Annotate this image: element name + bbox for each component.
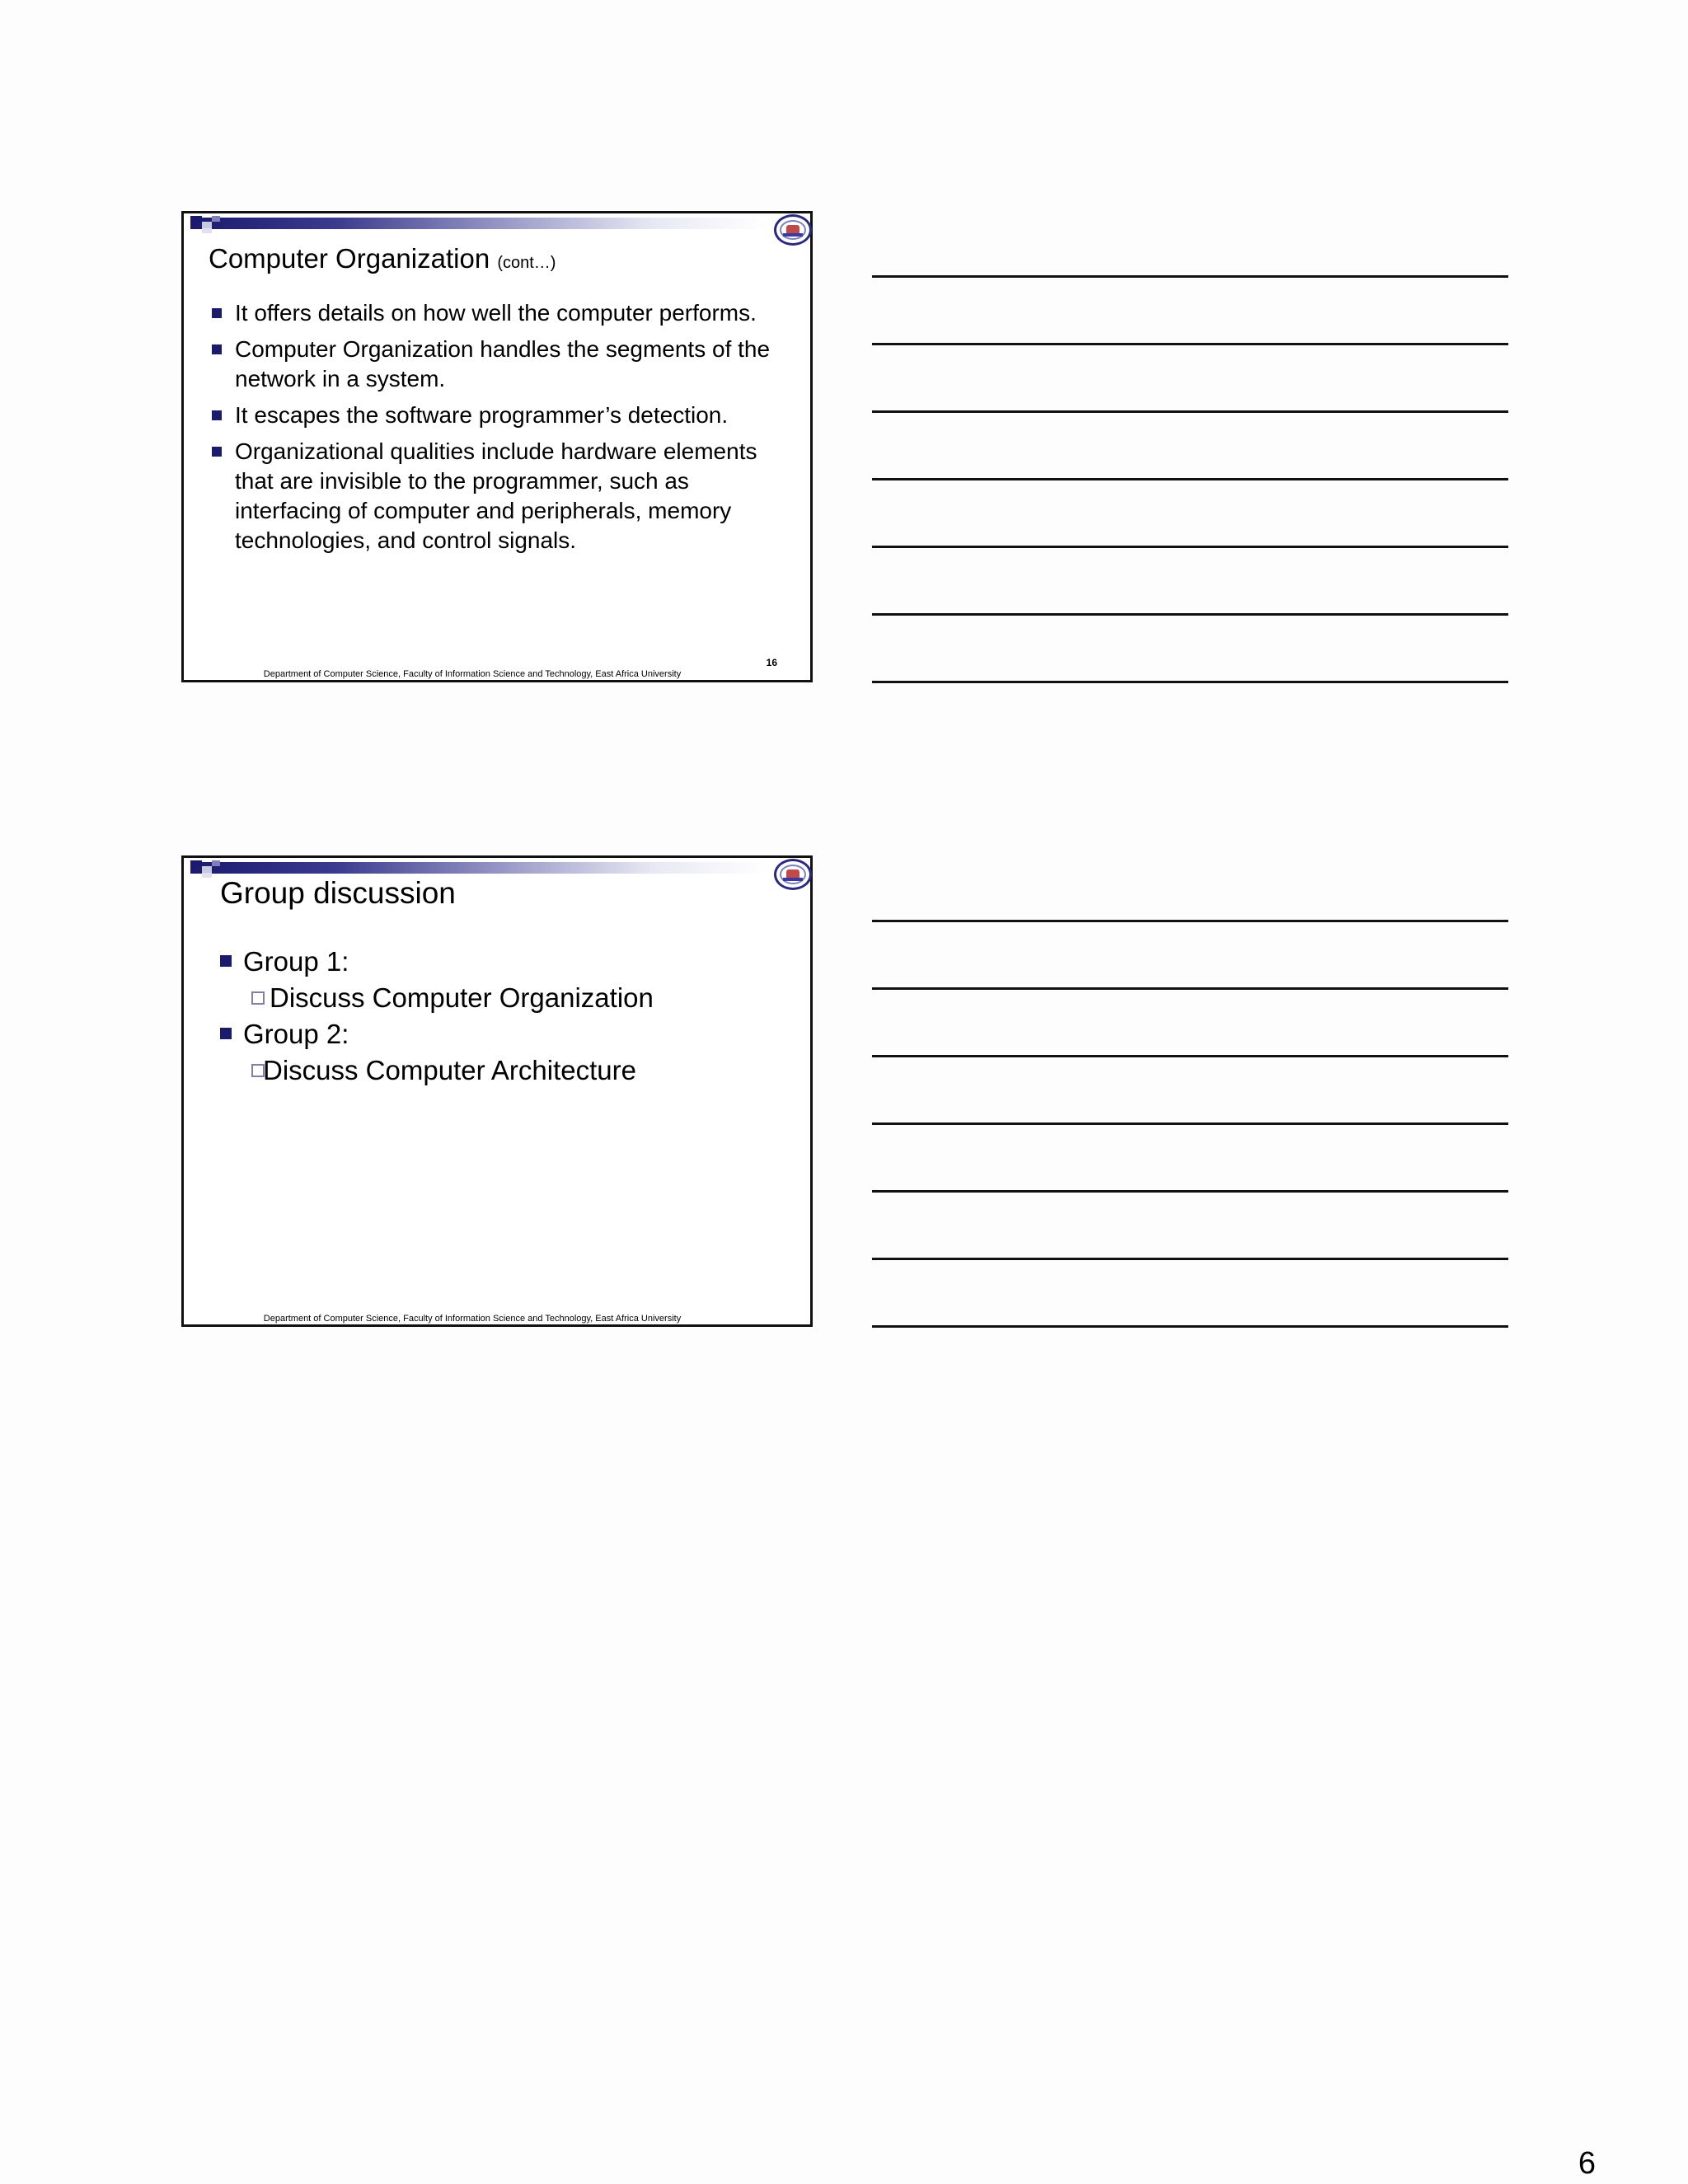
note-line (872, 1122, 1508, 1125)
slide-number: 16 (766, 657, 777, 668)
slide-group-discussion (181, 855, 813, 1327)
university-logo-icon (774, 859, 812, 890)
sub-bullet-text: Discuss Computer Architecture (263, 1055, 636, 1085)
bullet-text: It offers details on how well the computer performs. (235, 300, 757, 326)
note-line (872, 1055, 1508, 1057)
notes-lines-slide-16 (872, 275, 1508, 748)
document-page-number: 6 (1578, 2146, 1596, 2181)
note-line (872, 546, 1508, 548)
header-decoration (184, 213, 233, 238)
note-line (872, 613, 1508, 616)
slide-16 (181, 211, 813, 682)
note-line (872, 1190, 1508, 1193)
square-bullet-icon (212, 344, 222, 354)
slide-footer: Department of Computer Science, Faculty of Information Science and Technology, East Africa University (263, 1314, 682, 1324)
bullet-text: It escapes the software programmer’s detection. (235, 402, 729, 428)
slide-title-text: Computer Organization (209, 243, 490, 274)
bullet-text: Group 1: (243, 946, 349, 977)
note-line (872, 681, 1508, 683)
slide-header-bar (190, 218, 767, 229)
bullet-list (212, 298, 781, 562)
bullet-text: Group 2: (243, 1019, 349, 1049)
sub-bullet-item (220, 980, 781, 1016)
square-bullet-icon (212, 410, 222, 420)
university-logo-icon (774, 214, 812, 246)
sub-bullet-item (220, 1052, 781, 1089)
bullet-item (220, 944, 781, 980)
bullet-text: Organizational qualities include hardware elements that are invisible to the programmer, such as interfacing of computer and peripherals, memory technologies, and control signals. (235, 438, 757, 553)
hollow-square-bullet-icon (251, 1064, 265, 1077)
notes-lines-group-discussion (872, 920, 1508, 1393)
bullet-item (212, 335, 781, 394)
note-line (872, 478, 1508, 480)
sub-bullet-text: Discuss Computer Organization (270, 982, 654, 1013)
note-line (872, 343, 1508, 345)
bullet-item (220, 1016, 781, 1052)
slide-title: Group discussion (220, 876, 456, 910)
slide-title (209, 243, 556, 274)
note-line (872, 410, 1508, 413)
slide-title-suffix: (cont…) (497, 254, 556, 272)
square-bullet-icon (212, 308, 222, 318)
bullet-text: Computer Organization handles the segments of the network in a system. (235, 336, 771, 391)
note-line (872, 987, 1508, 990)
hollow-square-bullet-icon (251, 991, 265, 1005)
slide-footer: Department of Computer Science, Faculty of Information Science and Technology, East Africa University (263, 669, 682, 679)
square-bullet-icon (212, 447, 222, 457)
slide-header-bar (190, 862, 767, 874)
note-line (872, 920, 1508, 922)
bullet-item (212, 401, 781, 430)
square-bullet-icon (220, 955, 232, 967)
square-bullet-icon (220, 1028, 232, 1039)
note-line (872, 275, 1508, 278)
bullet-item (212, 437, 781, 555)
note-line (872, 1258, 1508, 1260)
bullet-item (212, 298, 781, 328)
bullet-list (220, 944, 781, 1089)
note-line (872, 1325, 1508, 1328)
